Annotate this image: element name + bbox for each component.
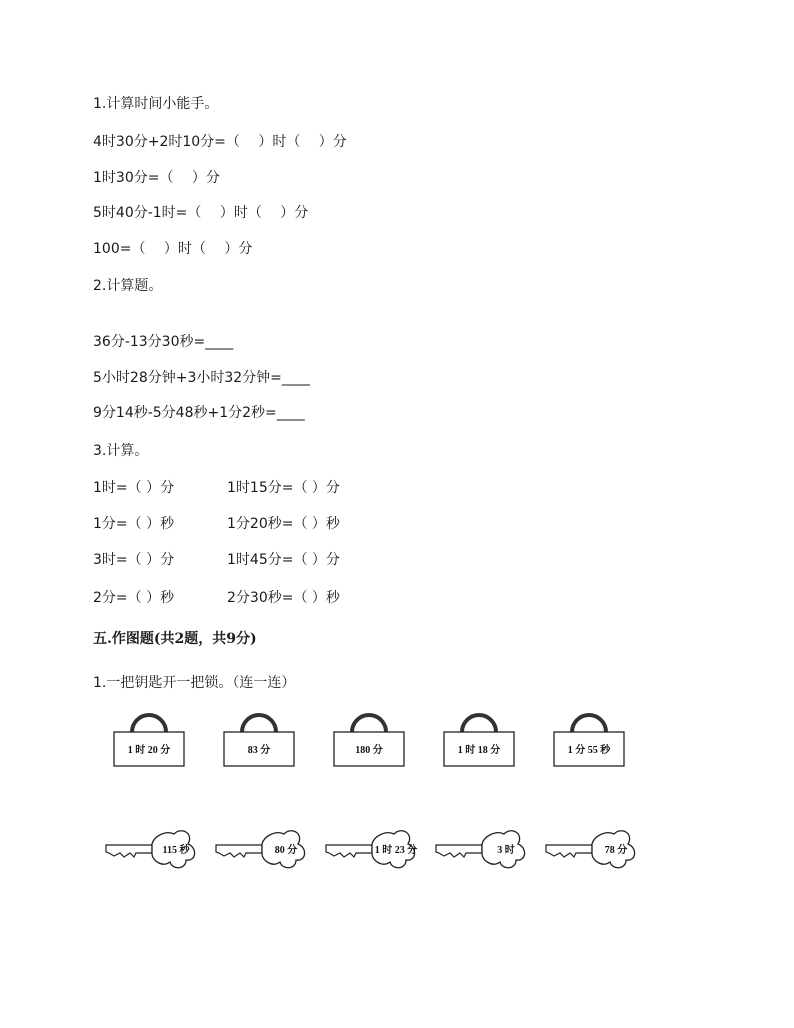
lock-5[interactable] xyxy=(554,715,624,766)
key-label: 78 分 xyxy=(604,845,628,856)
section1-item-3: 5时40分-1时=（ ）时（ ）分 xyxy=(93,205,309,221)
key-2[interactable] xyxy=(216,831,305,868)
key-1[interactable] xyxy=(106,831,195,868)
lock-label: 1 时 18 分 xyxy=(457,745,501,756)
lock-label: 83 分 xyxy=(247,745,271,756)
lock-shackle xyxy=(352,715,386,732)
key-label: 3 时 xyxy=(497,845,515,856)
section2-item-1: 36分-13分30秒=____ xyxy=(93,334,234,350)
lock-4[interactable] xyxy=(444,715,514,766)
lock-3[interactable] xyxy=(334,715,404,766)
section1-item-1: 4时30分+2时10分=（ ）时（ ）分 xyxy=(93,134,347,150)
key-3[interactable] xyxy=(326,831,417,868)
lock-shackle-inner xyxy=(138,721,160,732)
section3-left-4: 2分=（ ）秒 xyxy=(93,590,175,606)
lock-label: 1 时 20 分 xyxy=(127,745,171,756)
section3-title: 3.计算。 xyxy=(93,443,149,459)
lock-shackle xyxy=(462,715,496,732)
lock-shackle-inner xyxy=(358,721,380,732)
section1-title: 1.计算时间小能手。 xyxy=(93,96,219,112)
key-label: 115 秒 xyxy=(162,845,190,856)
lock-shackle xyxy=(132,715,166,732)
section1-item-4: 100=（ ）时（ ）分 xyxy=(93,241,253,257)
section3-left-2: 1分=（ ）秒 xyxy=(93,516,175,532)
lock-key-illustration xyxy=(0,700,794,900)
section3-right-3: 1时45分=（ ）分 xyxy=(227,552,340,568)
section3-right-4: 2分30秒=（ ）秒 xyxy=(227,590,340,606)
key-5[interactable] xyxy=(546,831,635,868)
section5-heading: 五.作图题(共2题，共9分) xyxy=(93,631,257,647)
keys-row xyxy=(106,831,635,868)
section3-right-2: 1分20秒=（ ）秒 xyxy=(227,516,340,532)
section3-left-3: 3时=（ ）分 xyxy=(93,552,175,568)
key-shaft xyxy=(106,845,152,857)
section2-item-3: 9分14秒-5分48秒+1分2秒=____ xyxy=(93,405,305,421)
key-label: 80 分 xyxy=(274,845,298,856)
section2-title: 2.计算题。 xyxy=(93,278,163,294)
key-shaft xyxy=(216,845,262,857)
lock-label: 1 分 55 秒 xyxy=(567,745,611,756)
section1-item-2: 1时30分=（ ）分 xyxy=(93,170,220,186)
lock-shackle-inner xyxy=(468,721,490,732)
key-shaft xyxy=(326,845,372,857)
section3-left-1: 1时=（ ）分 xyxy=(93,480,175,496)
section2-item-2: 5小时28分钟+3小时32分钟=____ xyxy=(93,370,310,386)
lock-shackle-inner xyxy=(578,721,600,732)
key-shaft xyxy=(436,845,482,857)
lock-shackle xyxy=(572,715,606,732)
key-4[interactable] xyxy=(436,831,525,868)
lock-shackle-inner xyxy=(248,721,270,732)
key-shaft xyxy=(546,845,592,857)
section5-question-1: 1.一把钥匙开一把锁。（连一连） xyxy=(93,675,296,691)
lock-shackle xyxy=(242,715,276,732)
section3-right-1: 1时15分=（ ）分 xyxy=(227,480,340,496)
lock-2[interactable] xyxy=(224,715,294,766)
locks-row xyxy=(114,715,624,766)
key-label: 1 时 23 分 xyxy=(374,845,418,856)
lock-1[interactable] xyxy=(114,715,184,766)
lock-label: 180 分 xyxy=(355,745,383,756)
